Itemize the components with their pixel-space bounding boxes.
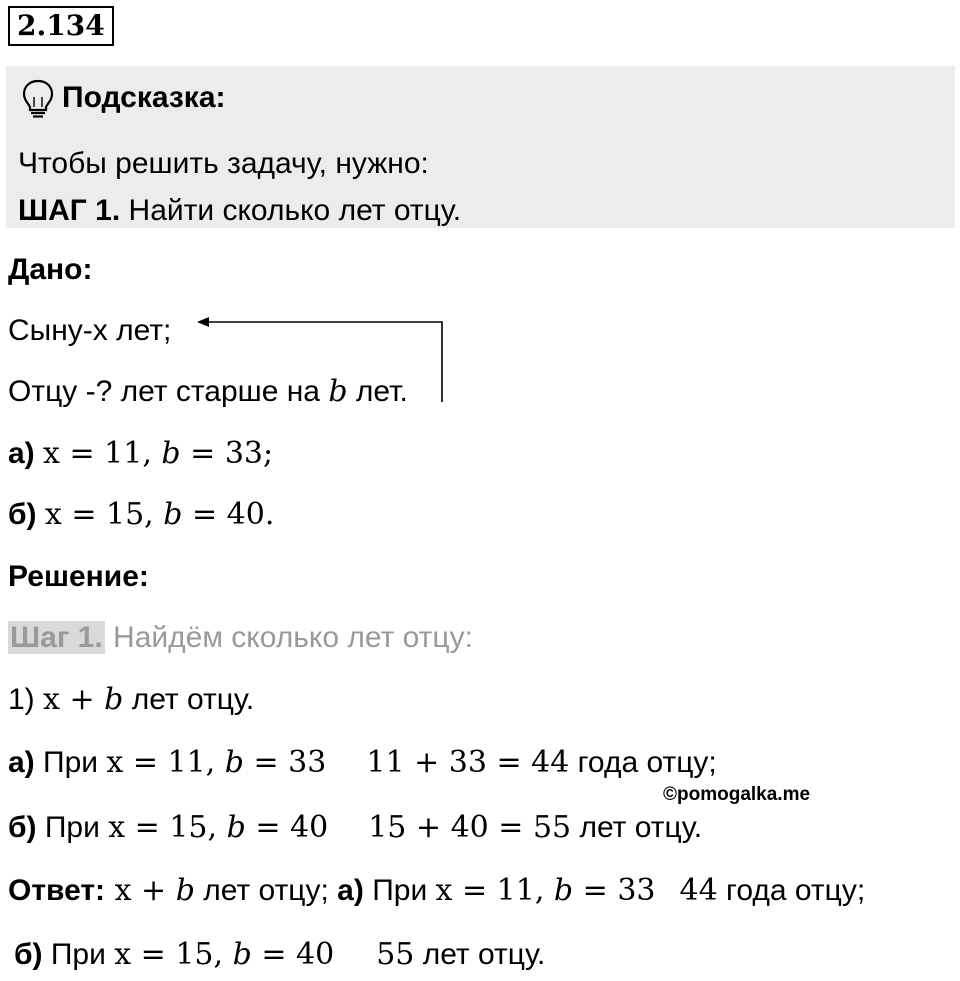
case-b-rest: = 40. bbox=[182, 497, 275, 532]
answer-line-2 bbox=[14, 937, 545, 973]
formula-suffix: лет отцу. bbox=[123, 683, 255, 716]
answer-b-label: б) bbox=[14, 938, 43, 971]
solution-formula bbox=[8, 682, 254, 718]
hint-step-text: Найти сколько лет отцу. bbox=[120, 194, 462, 227]
hint-intro: Чтобы решить задачу, нужно: bbox=[18, 147, 429, 180]
answer-a-suffix: года отцу; bbox=[717, 874, 866, 907]
case-a-rest: = 33; bbox=[180, 436, 274, 471]
sol-b-label: б) bbox=[8, 811, 37, 844]
sol-b-expr: x = 15, bbox=[108, 810, 227, 845]
answer-b-expr: x = 15, bbox=[114, 937, 233, 972]
father-prefix: Отцу -? лет старше на bbox=[8, 375, 329, 408]
sol-a-suffix: года отцу; bbox=[569, 746, 717, 779]
solution-step-text: Найдём сколько лет отцу: bbox=[104, 621, 473, 654]
sol-a-label: а) bbox=[8, 746, 35, 779]
answer-a-label: а) bbox=[337, 874, 364, 907]
answer-a-text: При bbox=[363, 874, 436, 907]
case-b-var: b bbox=[163, 497, 183, 532]
given-title: Дано: bbox=[8, 253, 93, 286]
father-var: b bbox=[328, 374, 348, 409]
answer-formula-var: b bbox=[175, 873, 195, 908]
case-a-expr: x = 11, bbox=[43, 436, 162, 471]
answer-b-suffix: лет отцу. bbox=[414, 938, 546, 971]
hint-step bbox=[18, 193, 461, 229]
formula-prefix: 1) bbox=[8, 683, 44, 716]
answer-b-rest: = 40 bbox=[251, 937, 335, 972]
case-a-label: а) bbox=[8, 437, 35, 470]
watermark: ©pomogalka.me bbox=[663, 784, 811, 805]
solution-case-a bbox=[8, 745, 717, 781]
answer-a-rest: = 33 bbox=[573, 873, 656, 908]
answer-formula-x: x + bbox=[105, 873, 176, 908]
solution-step-label: Шаг 1. bbox=[10, 621, 103, 654]
relation-arrow bbox=[195, 312, 450, 407]
hint-box bbox=[6, 66, 955, 228]
sol-b-var: b bbox=[226, 810, 246, 845]
solution-step bbox=[8, 620, 473, 656]
sol-b-calc: 15 + 40 = 55 bbox=[368, 810, 572, 845]
given-son: Сыну-х лет; bbox=[8, 314, 172, 347]
formula-var: b bbox=[104, 682, 124, 717]
hint-title: Подсказка: bbox=[62, 81, 226, 114]
sol-a-rest: = 33 bbox=[243, 745, 327, 780]
task-number: 2.134 bbox=[8, 6, 114, 46]
answer-formula-suffix: лет отцу; bbox=[194, 874, 338, 907]
sol-b-rest: = 40 bbox=[245, 810, 329, 845]
sol-a-expr: x = 11, bbox=[106, 745, 225, 780]
sol-a-text: При bbox=[34, 746, 107, 779]
sol-a-var: b bbox=[224, 745, 244, 780]
answer-b-result: 55 bbox=[376, 937, 415, 972]
solution-title: Решение: bbox=[8, 560, 149, 593]
case-b-expr: x = 15, bbox=[44, 497, 164, 532]
sol-b-text: При bbox=[36, 811, 109, 844]
answer-a-result: 44 bbox=[679, 873, 718, 908]
formula-x: x + bbox=[43, 682, 105, 717]
lightbulb-icon bbox=[21, 79, 55, 119]
father-suffix: лет. bbox=[347, 375, 408, 408]
given-case-a bbox=[8, 436, 273, 472]
answer-a-var: b bbox=[553, 873, 574, 908]
case-b-label: б) bbox=[8, 498, 37, 531]
case-a-var: b bbox=[161, 436, 181, 471]
answer-a-expr: x = 11, bbox=[435, 873, 554, 908]
sol-a-calc: 11 + 33 = 44 bbox=[366, 745, 570, 780]
solution-case-b bbox=[8, 810, 702, 846]
answer-b-text: При bbox=[42, 938, 115, 971]
hint-step-label: ШАГ 1. bbox=[18, 194, 121, 227]
sol-b-suffix: лет отцу. bbox=[571, 811, 703, 844]
given-case-b bbox=[8, 497, 274, 533]
answer-label: Ответ: bbox=[8, 874, 106, 907]
answer-b-var: b bbox=[232, 937, 252, 972]
answer-line-1 bbox=[8, 873, 865, 909]
